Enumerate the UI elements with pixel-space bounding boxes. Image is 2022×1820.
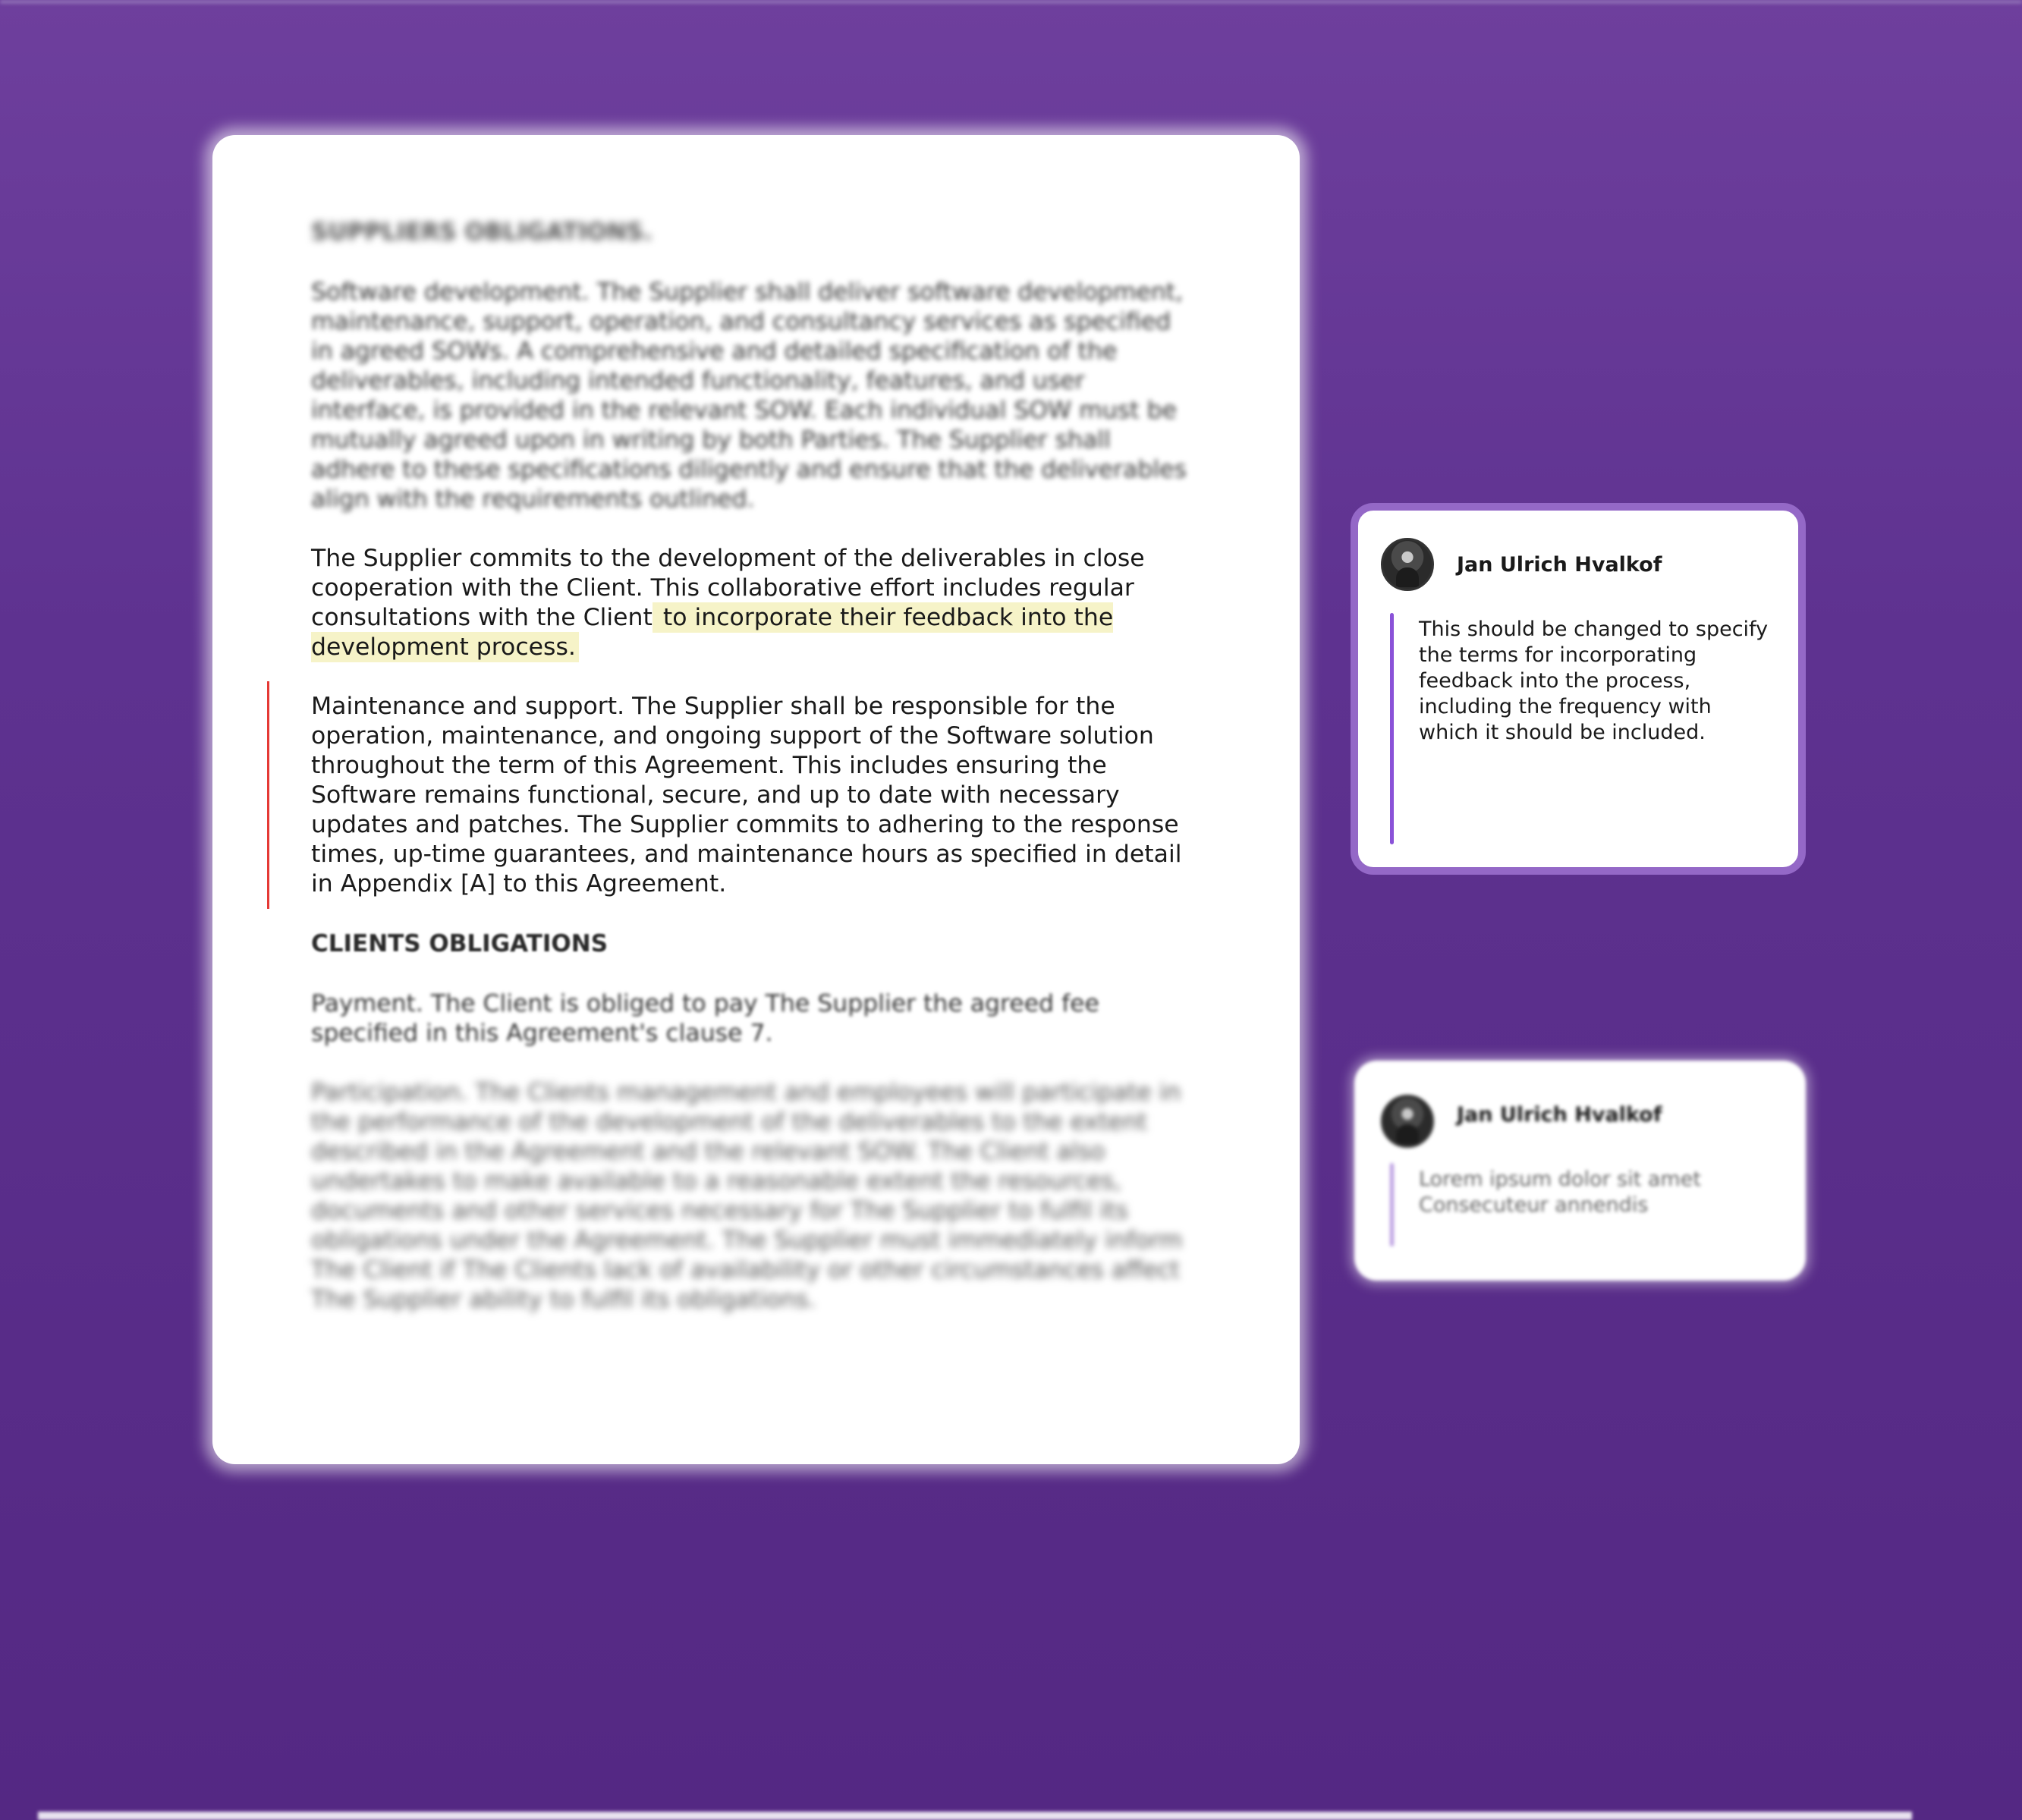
paragraph-maintenance[interactable] <box>311 692 1199 899</box>
bottom-edge-bar <box>38 1812 1912 1820</box>
change-indicator-bar <box>267 681 269 909</box>
document-content <box>311 217 1199 1344</box>
comment-line-1: Lorem ipsum dolor sit amet <box>1419 1168 1701 1191</box>
comment-quote-bar <box>1390 613 1394 844</box>
document-page[interactable] <box>212 135 1300 1464</box>
avatar <box>1381 1095 1434 1148</box>
comment-text: This should be changed to specify the terms for incorporating feedback into the process, including the frequency with which it should be included. <box>1419 618 1769 744</box>
heading-clients-obligations: CLIENTS OBLIGATIONS <box>311 930 608 957</box>
paragraph-payment: Payment. The Client is obliged to pay The Supplier the agreed fee specified in this Agreement's clause 7. <box>311 990 1099 1047</box>
comment-card-active[interactable] <box>1351 503 1806 875</box>
top-edge <box>0 0 2022 4</box>
comment-author: Jan Ulrich Hvalkof <box>1457 1103 1662 1127</box>
comment-card-inactive[interactable] <box>1354 1061 1806 1281</box>
paragraph-participation: Participation. The Clients management and employees will participate in the performance of the development of the deliverables to the extent described in the Agreement and the relevant SOW. The Client also undertakes to make available to a reasonable extent the resources, documents and other services necessary for The Supplier to fulfil its obligations under the Agreement. The Supplier must immediately inform The Client if The Clients lack of availability or other circumstances affect The Supplier ability to fulfil its obligations. <box>311 1079 1183 1313</box>
comment-line-2: Consecuteur annendis <box>1419 1193 1649 1217</box>
comment-text <box>1419 1167 1775 1218</box>
paragraph-software-development: Software development. The Supplier shall deliver software development, maintenance, support, operation, and consultancy services as specified in agreed SOWs. A comprehensive and detailed specification of the deliverables, including intended functionality, features, and user interface, is provided in the relevant SOW. Each individual SOW must be mutually agreed upon in writing by both Parties. The Supplier shall adhere to these specifications diligently and ensure that the deliverables align with the requirements outlined. <box>311 278 1187 513</box>
comment-quote-bar <box>1390 1163 1394 1246</box>
maintenance-text: Maintenance and support. The Supplier shall be responsible for the operation, maintenance, and ongoing support of the Software solution throughout the term of this Agreement. This includes ensuring the Software remains functional, secure, and up to date with necessary updates and patches. The Supplier commits to adhering to the response times, up-time guarantees, and maintenance hours as specified in detail in Appendix [A] to this Agreement. <box>311 693 1182 897</box>
heading-suppliers-obligations: SUPPLIERS OBLIGATIONS. <box>311 218 653 246</box>
cooperation-text: The Supplier commits to the development of the deliverables in close cooperation with the Client. This collaborative effort includes regular consultations with the Client <box>311 545 1145 631</box>
avatar <box>1381 538 1434 591</box>
comment-author: Jan Ulrich Hvalkof <box>1457 553 1662 577</box>
paragraph-cooperation[interactable] <box>311 544 1199 662</box>
highlighted-comment-anchor[interactable]: to incorporate their feedback into the development process. <box>311 604 1114 661</box>
